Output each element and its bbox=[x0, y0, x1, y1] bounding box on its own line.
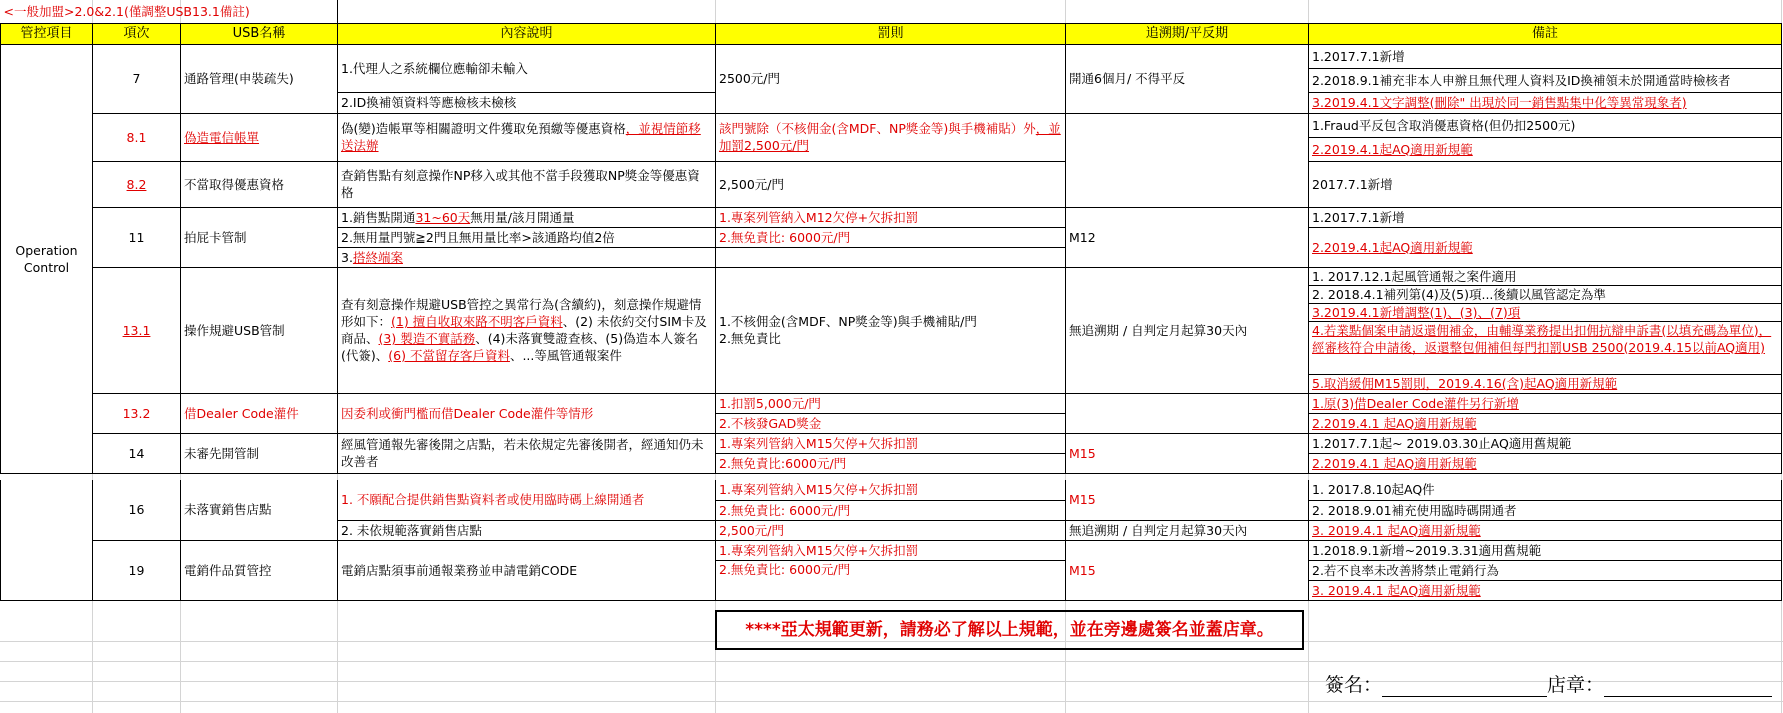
usb-name: 偽造電信帳單 bbox=[181, 113, 338, 161]
header-description: 內容說明 bbox=[338, 23, 716, 44]
note: 2. 2018.9.01補充使用臨時碼開通者 bbox=[1309, 500, 1782, 520]
usb-name: 未落實銷售店點 bbox=[181, 480, 338, 540]
note: 5.取消緩佣M15罰則，2019.4.16(含)起AQ適用新規範 bbox=[1309, 374, 1782, 393]
penalty: 該門號除（不核佣金(含MDF、NP獎金等)與手機補貼）外，並加罰2,500元/門 bbox=[716, 113, 1066, 161]
usb-rules-table-lower bbox=[0, 480, 1782, 601]
table-row bbox=[1, 161, 1782, 207]
item-no: 8.1 bbox=[93, 113, 181, 161]
header-item-no: 項次 bbox=[93, 23, 181, 44]
period: M12 bbox=[1066, 207, 1309, 267]
header-category: 管控項目 bbox=[1, 23, 93, 44]
item-no: 13.1 bbox=[93, 267, 181, 393]
category-cell: Operation Control bbox=[1, 44, 93, 473]
note: 1.原(3)借Dealer Code灌件另行新增 bbox=[1309, 393, 1782, 413]
table-row bbox=[1, 433, 1782, 453]
note: 1.2017.7.1起~ 2019.03.30止AQ適用舊規範 bbox=[1309, 433, 1782, 453]
item-no: 11 bbox=[93, 207, 181, 267]
table-row bbox=[1, 113, 1782, 137]
signature-area bbox=[1325, 670, 1772, 697]
usb-name: 拍屁卡管制 bbox=[181, 207, 338, 267]
description: 2. 未依規範落實銷售店點 bbox=[338, 520, 716, 540]
table-row bbox=[1, 540, 1782, 560]
note: 3. 2019.4.1 起AQ適用新規範 bbox=[1309, 580, 1782, 600]
penalty: 2.不核發GAD獎金 bbox=[716, 413, 1066, 433]
stamp-line[interactable] bbox=[1604, 678, 1772, 697]
sheet-title: <一般加盟>2.0&2.1(僅調整USB13.1備註) bbox=[1, 0, 338, 23]
period: 無追溯期 / 自判定月起算30天內 bbox=[1066, 520, 1309, 540]
note: 3.2019.4.1新增調整(1)、(3)、(7)項 bbox=[1309, 303, 1782, 321]
period: 開通6個月/ 不得平反 bbox=[1066, 44, 1309, 113]
signature-line[interactable] bbox=[1382, 678, 1547, 697]
header-period: 追溯期/平反期 bbox=[1066, 23, 1309, 44]
header-notes: 備註 bbox=[1309, 23, 1782, 44]
item-no: 13.2 bbox=[93, 393, 181, 433]
description: 2.ID換補領資料等應檢核未檢核 bbox=[338, 92, 716, 113]
period: M15 bbox=[1066, 540, 1309, 600]
description: 3.搭終端案 bbox=[338, 247, 716, 267]
description: 查銷售點有刻意操作NP移入或其他不當手段獲取NP獎金等優惠資格 bbox=[338, 161, 716, 207]
item-no: 14 bbox=[93, 433, 181, 473]
note: 3.2019.4.1文字調整(刪除" 出現於同一銷售點集中化等異常現象者) bbox=[1309, 92, 1782, 113]
note: 1. 2017.12.1起風管通報之案件適用 bbox=[1309, 267, 1782, 285]
penalty: 2,500元/門 bbox=[716, 520, 1066, 540]
table-row bbox=[1, 480, 1782, 500]
note: 2.2019.4.1 起AQ適用新規範 bbox=[1309, 413, 1782, 433]
period: M15 bbox=[1066, 433, 1309, 473]
stamp-label: 店章： bbox=[1547, 674, 1605, 696]
item-no: 19 bbox=[93, 540, 181, 600]
description: 1. 不願配合提供銷售點資料者或使用臨時碼上線開通者 bbox=[338, 480, 716, 520]
description: 偽(變)造帳單等相關證明文件獲取免預繳等優惠資格，並視情節移送法辦 bbox=[338, 113, 716, 161]
usb-name: 操作規避USB管制 bbox=[181, 267, 338, 393]
penalty: 2500元/門 bbox=[716, 44, 1066, 113]
note: 2.2018.9.1補充非本人申辦且無代理人資料及ID換補領未於開通當時檢核者 bbox=[1309, 68, 1782, 92]
penalty: 1.專案列管納入M12欠停+欠拆扣罰 bbox=[716, 207, 1066, 227]
note: 2.2019.4.1 起AQ適用新規範 bbox=[1309, 453, 1782, 473]
penalty: 1.專案列管納入M15欠停+欠拆扣罰 bbox=[716, 433, 1066, 453]
note: 1.2017.7.1新增 bbox=[1309, 44, 1782, 68]
note: 1.2017.7.1新增 bbox=[1309, 207, 1782, 227]
penalty: 1.專案列管納入M15欠停+欠拆扣罰 bbox=[716, 540, 1066, 560]
signature-label: 簽名： bbox=[1325, 674, 1383, 696]
item-no: 8.2 bbox=[93, 161, 181, 207]
item-no: 16 bbox=[93, 480, 181, 540]
usb-name: 借Dealer Code灌件 bbox=[181, 393, 338, 433]
note: 1. 2017.8.10起AQ件 bbox=[1309, 480, 1782, 500]
note: 3. 2019.4.1 起AQ適用新規範 bbox=[1309, 520, 1782, 540]
description: 查有刻意操作規避USB管控之異常行為(含續約)，刻意操作規避情形如下：(1) 擅自收取來路不明客戶資料、(2) 未依約交付SIM卡及商品、(3) 製造不實話務、(4)未落實雙證查核、(5)偽造本人簽名(代簽)、(6) 不當留存客戶資料、...等風管通報案件 bbox=[338, 267, 716, 393]
penalty: 1.扣罰5,000元/門 bbox=[716, 393, 1066, 413]
gridline bbox=[0, 701, 1783, 702]
penalty: 1.專案列管納入M15欠停+欠拆扣罰 bbox=[716, 480, 1066, 500]
penalty: 2.無免責比: 6000元/門 bbox=[716, 560, 1066, 600]
description: 電銷店點須事前通報業務並申請電銷CODE bbox=[338, 540, 716, 600]
note: 2.若不良率未改善將禁止電銷行為 bbox=[1309, 560, 1782, 580]
description: 1.銷售點開通31~60天無用量/該月開通量 bbox=[338, 207, 716, 227]
usb-name: 通路管理(申裝疏失) bbox=[181, 44, 338, 113]
period: 無追溯期 / 自判定月起算30天內 bbox=[1066, 267, 1309, 393]
table-row bbox=[1, 44, 1782, 68]
description: 2.無用量門號≧2門且無用量比率>該通路均值2倍 bbox=[338, 227, 716, 247]
table-row bbox=[1, 267, 1782, 285]
usb-name: 不當取得優惠資格 bbox=[181, 161, 338, 207]
header-row bbox=[1, 23, 1782, 44]
notice-box: ****亞太規範更新，請務必了解以上規範，並在旁邊處簽名並蓋店章。 bbox=[715, 610, 1304, 650]
table-row bbox=[1, 393, 1782, 413]
description: 因委利或衝門檻而借Dealer Code灌件等情形 bbox=[338, 393, 716, 433]
note: 2. 2018.4.1補列第(4)及(5)項...後續以風管認定為準 bbox=[1309, 285, 1782, 303]
gridline bbox=[0, 661, 1783, 662]
period bbox=[1066, 113, 1309, 207]
header-usb-name: USB名稱 bbox=[181, 23, 338, 44]
description: 經風管通報先審後開之店點，若未依規定先審後開者，經通知仍未改善者 bbox=[338, 433, 716, 473]
period: M15 bbox=[1066, 480, 1309, 520]
note: 1.Fraud平反包含取消優惠資格(但仍扣2500元) bbox=[1309, 113, 1782, 137]
note: 4.若業點個案申請返還佣補金，由輔導業務提出扣佣抗辯申訴書(以填充碼為單位)，經審核符合申請後，返還整包佣補但每門扣罰USB 2500(2019.4.15以前AQ適用) bbox=[1309, 321, 1782, 374]
usb-name: 電銷件品質管控 bbox=[181, 540, 338, 600]
item-no: 7 bbox=[93, 44, 181, 113]
penalty: 2.無免責比: 6000元/門 bbox=[716, 500, 1066, 520]
penalty: 2.無免責比:6000元/門 bbox=[716, 453, 1066, 473]
penalty: 2.無免責比: 6000元/門 bbox=[716, 227, 1066, 247]
usb-name: 未審先開管制 bbox=[181, 433, 338, 473]
penalty: 2,500元/門 bbox=[716, 161, 1066, 207]
header-penalty: 罰則 bbox=[716, 23, 1066, 44]
note: 2.2019.4.1起AQ適用新規範 bbox=[1309, 137, 1782, 161]
note: 2017.7.1新增 bbox=[1309, 161, 1782, 207]
note: 1.2018.9.1新增~2019.3.31適用舊規範 bbox=[1309, 540, 1782, 560]
description: 1.代理人之系統欄位應輸卻未輸入 bbox=[338, 44, 716, 92]
penalty: 1.不核佣金(含MDF、NP獎金等)與手機補貼/門 2.無免責比 bbox=[716, 267, 1066, 393]
note: 2.2019.4.1起AQ適用新規範 bbox=[1309, 227, 1782, 267]
table-row bbox=[1, 207, 1782, 227]
